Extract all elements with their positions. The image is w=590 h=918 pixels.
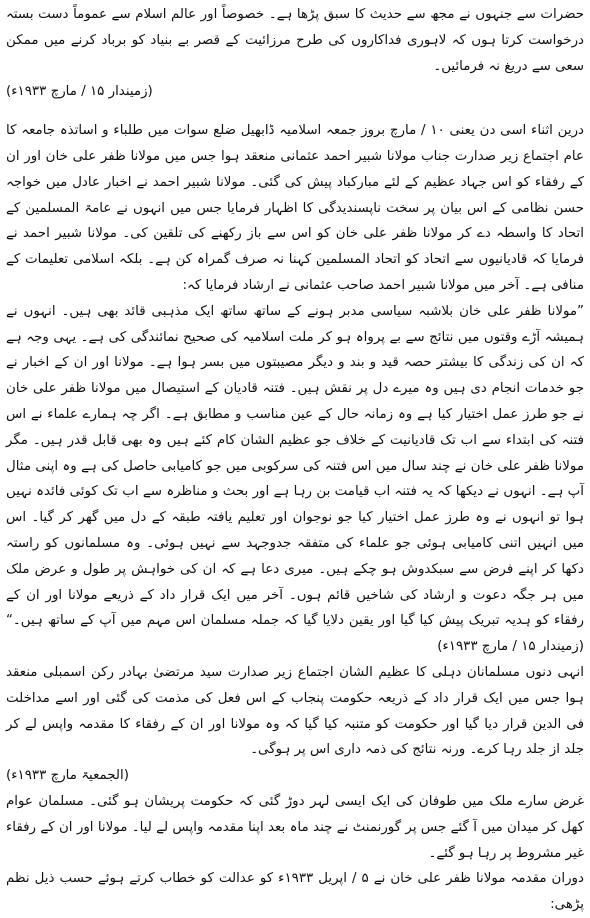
paragraph-court-address xyxy=(6,866,584,918)
paragraph-dabhel-gathering xyxy=(6,118,584,299)
paragraph-appeal-text: حضرات سے جنہوں نے مجھ سے حدیث کا سبق پڑھا ہے۔ خصوصاً اور عالم اسلام سے عموماً دست بستہ درخواست کرتا ہوں کہ لاہوری فداکاروں کی طرح مرزائیت کے قصر بے بنیاد کو برباد کرنے میں ممکن سعی سے دریغ نہ فرمائیں۔ xyxy=(6,7,584,74)
paragraph-delhi-gathering xyxy=(6,660,584,763)
citation-zamindar-2: (زمیندار ۱۵ / مارچ ۱۹۳۳ء) xyxy=(437,639,584,655)
paragraph-appeal xyxy=(6,2,584,79)
paragraph-release xyxy=(6,789,584,866)
paragraph-dabhel-text: درین اثناء اسی دن یعنی ۱۰ / مارچ بروز جمعہ اسلامیہ ڈابھیل ضلع سوات میں طلباء و اساتذہ جامعہ کا عام اجتماع زیر صدارت جناب مولانا شبیر احمد عثمانی منعقد ہوا جس میں مولانا ظفر علی خان اور ان کے رفقاء کو اس جہاد عظیم کے لئے مبارکباد پیش کی گئی۔ مولانا شبیر احمد نے اخبار عادل میں خواجہ حسن نظامی کے اس بیان پر سخت ناپسندیدگی کا اظہار فرمایا جس میں انہوں نے عامۃ المسلمین کے اتحاد کا واسطہ دے کر مولانا ظفر علی خان کو اس سے باز رکھنے کی تلقین کی۔ مولانا شبیر احمد نے فرمایا کہ قادیانیوں سے اتحاد کو اتحاد المسلمین کہنا نہ صرف گمراہ کن ہے۔ بلکہ اسلامی تعلیمات کے منافی ہے۔ آخر میں مولانا شبیر احمد صاحب عثمانی نے ارشاد فرمایا کہ: xyxy=(6,123,584,293)
paragraph-release-text: غرض سارے ملک میں طوفان کی ایک ایسی لہر دوڑ گئی کہ حکومت پریشان ہو گئی۔ مسلمان عوام کھل کر میدان میں آ گئے جس پر گورنمنٹ نے چند ماہ بعد اپنا مقدمہ واپس لے لیا۔ مولانا اور ان کے رفقاء غیر مشروط پر رہا ہو گئے۔ xyxy=(6,793,584,861)
document-page xyxy=(6,2,584,913)
citation-aljamiat: (الجمعیۃ مارچ ۱۹۳۳ء) xyxy=(6,768,129,784)
quoted-speech-text: ”مولانا ظفر علی خان بلاشبہ سیاسی مدبر ہونے کے ساتھ ساتھ ایک مذہبی قائد بھی ہیں۔ انہوں نے ہمیشہ آڑے وقتوں میں نتائج سے بے پرواہ ہو کر ملت اسلامیہ کی صحیح نمائندگی کی ہے۔ یہی وجہ ہے کہ ان کی زندگی کا بیشتر حصہ قید و بند و دیگر مصیبتوں میں بسر ہوا ہے۔ مولانا اور ان کے اخبار نے جو خدمات انجام دی ہیں وہ میرے دل پر نقش ہیں۔ فتنہ قادیان کے استیصال میں مولانا ظفر علی خان نے جو طرز عمل اختیار کیا ہے وہ زمانہ حال کے عین مناسب و مطابق ہے۔ اگر چہ ہمارے علماء نے اس فتنہ کی ابتداء سے اب تک قادیانیت کے خلاف جو عظیم الشان کام کئے ہیں وہ بھی قابل قدر ہیں۔ مگر مولانا ظفر علی خان نے چند سال میں اس فتنہ کی سرکوبی میں جو کامیابی حاصل کی ہے وہ اپنی مثال آپ ہے۔ انہوں نے دیکھا کہ یہ فتنہ اب قیامت بن رہا ہے اور بحث و مناظرہ سے اب تک کوئی فائدہ نہیں ہوا تو انہوں نے وہ طرز عمل اختیار کیا جو نوجوان اور تعلیم یافتہ طبقہ کے دل میں گھر کر گیا۔ اس میں انہیں اتنی کامیابی ہوئی جو علماء کی متفقہ جدوجہد سے نہیں ہوئی۔ وہ مسلمانوں کو راستہ دکھا کر اپنے فرض سے سبکدوش ہو چکے ہیں۔ میری دعا ہے کہ ان کی خواہش پر طول و عرض ملک میں ہر جگہ دعوت و ارشاد کی شاخیں قائم ہوں۔ آخر میں ایک قرار داد کے ذریعے مولانا اور ان کے رفقاء کو ہدیہ تبریک پیش کیا گیا اور یقین دلایا گیا کہ جملہ مسلمان اس مہم میں آپ کے ساتھ ہیں۔“ xyxy=(6,303,584,629)
paragraph-court-text: دوران مقدمہ مولانا ظفر علی خان نے ۵ / اپریل ۱۹۳۳ء کو عدالت کو خطاب کرتے ہوئے حسب ذیل نظم پڑھی: xyxy=(6,871,584,913)
quoted-speech xyxy=(6,299,584,660)
citation-zamindar-1: (زمیندار ۱۵ / مارچ ۱۹۳۳ء) xyxy=(6,84,153,100)
paragraph-delhi-text: انہی دنوں مسلمانان دہلی کا عظیم الشان اجتماع زیر صدارت سید مرتضیٰ بہادر رکن اسمبلی منعقد ہوا جس میں ایک قرار داد کے ذریعہ حکومت پنجاب کے اس فعل کی مذمت کی گئی اور اسے مداخلت فی الدین قرار دیا گیا اور حکومت کو متنبہ کیا گیا کہ وہ مولانا اور ان کے رفقاء کا مقدمہ واپس لے کر جلد از جلد رہا کرے۔ ورنہ نتائج کی ذمہ داری اس پر ہوگی۔ xyxy=(6,664,584,758)
